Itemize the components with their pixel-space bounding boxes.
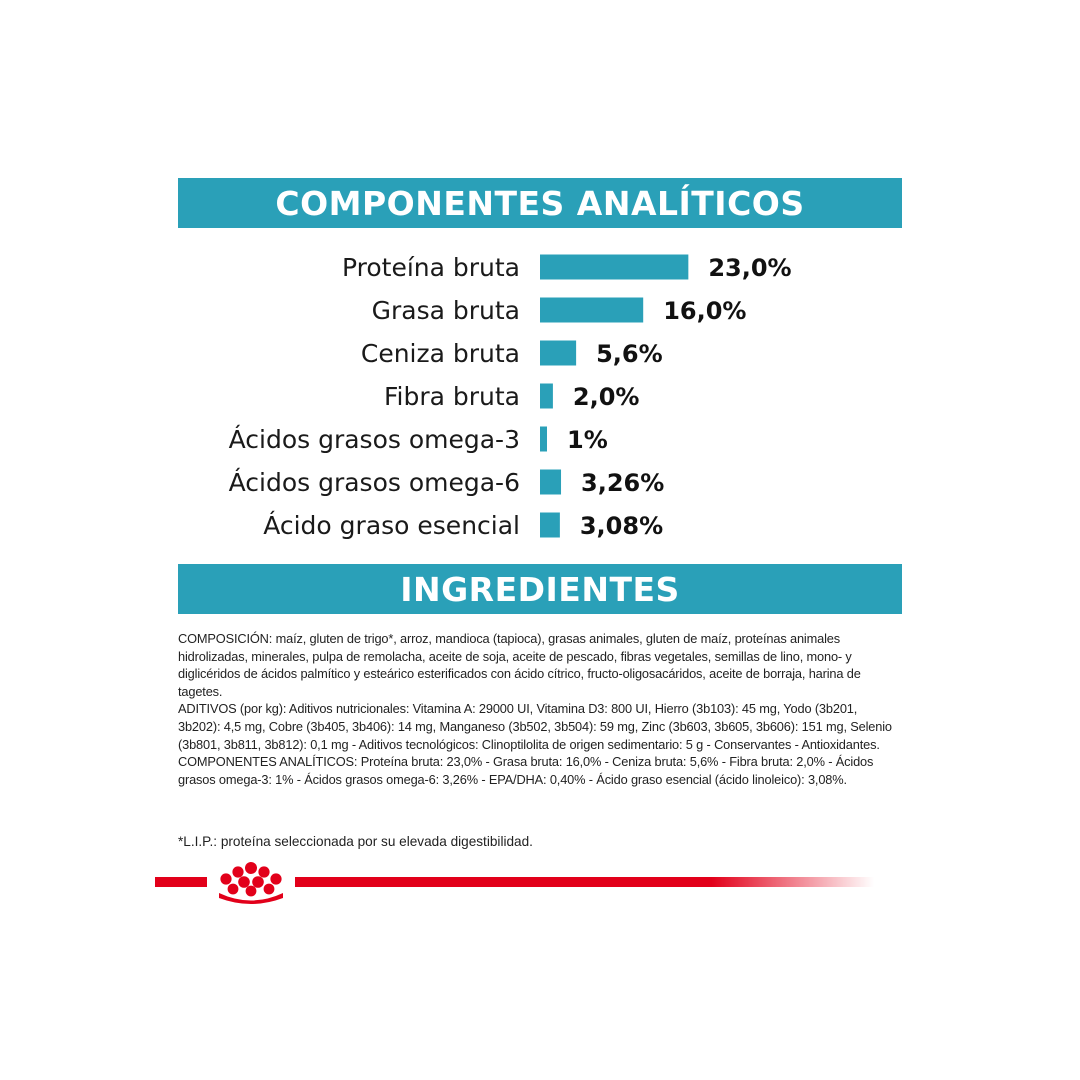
category-label-ceniza-bruta: Ceniza bruta [360, 339, 520, 368]
category-label-acidos-grasos-omega-6: Ácidos grasos omega-6 [228, 468, 520, 497]
value-label-fibra-bruta: 2,0% [572, 383, 640, 411]
analytic-bar-chart [0, 240, 1080, 550]
bar-ceniza-bruta [540, 341, 576, 366]
bar-proteina-bruta [540, 255, 688, 280]
value-label-acido-graso-esencial: 3,08% [579, 512, 664, 540]
brand-line-left [155, 877, 211, 887]
ingredients-banner: INGREDIENTES [178, 564, 902, 614]
category-label-fibra-bruta: Fibra bruta [383, 382, 520, 411]
bar-grasa-bruta [540, 298, 643, 323]
bar-fibra-bruta [540, 384, 553, 409]
ingredients-text [178, 630, 902, 788]
analytic-components-paragraph: COMPONENTES ANALÍTICOS: Proteína bruta: 23,0% - Grasa bruta: 16,0% - Ceniza bruta: 5,6% - Fibra bruta: 2,0% - Ácidos grasos omega-3: 1% - Ácidos grasos omega-6: 3,26% - EPA/DHA: 0,40% - Ácido graso esencial (ácido linoleico): 3,08%. [178, 754, 874, 787]
royal-canin-crown-icon [207, 860, 295, 904]
value-label-ceniza-bruta: 5,6% [596, 340, 663, 368]
value-label-proteina-bruta: 23,0% [708, 254, 792, 282]
bar-acido-graso-esencial [540, 513, 560, 538]
analytic-components-banner: COMPONENTES ANALÍTICOS [178, 178, 902, 228]
composition-paragraph: COMPOSICIÓN: maíz, gluten de trigo*, arroz, mandioca (tapioca), grasas animales, gluten de maíz, proteínas animales hidrolizadas, minerales, pulpa de remolacha, aceite de soja, aceite de pescado, fibras vegetales, semillas de lino, mono- y diglicéridos de ácidos palmítico y esteárico esterificados con ácido cítrico, fructo-oligosacáridos, aceite de borraja, harina de tagetes. [178, 631, 861, 699]
category-label-grasa-bruta: Grasa bruta [371, 296, 520, 325]
value-label-acidos-grasos-omega-6: 3,26% [581, 469, 665, 497]
value-label-acidos-grasos-omega-3: 1% [567, 426, 608, 454]
additives-paragraph: ADITIVOS (por kg): Aditivos nutricionales: Vitamina A: 29000 UI, Vitamina D3: 800 UI, Hierro (3b103): 45 mg, Yodo (3b201, 3b202): 4,5 mg, Cobre (3b405, 3b406): 14 mg, Manganeso (3b502, 3b504): 59 mg, Zinc (3b603, 3b605, 3b606): 151 mg, Selenio (3b801, 3b811, 3b812): 0,1 mg - Aditivos tecnológicos: Clinoptilolita de origen sedimentario: 5 g - Conservantes - Antioxidantes. [178, 701, 892, 752]
bar-acidos-grasos-omega-6 [540, 470, 561, 495]
category-label-acido-graso-esencial: Ácido graso esencial [263, 511, 520, 540]
category-label-acidos-grasos-omega-3: Ácidos grasos omega-3 [228, 425, 520, 454]
value-label-grasa-bruta: 16,0% [663, 297, 747, 325]
bar-acidos-grasos-omega-3 [540, 427, 547, 452]
lip-footnote: *L.I.P.: proteína seleccionada por su elevada digestibilidad. [178, 834, 533, 849]
category-label-proteina-bruta: Proteína bruta [341, 253, 520, 282]
brand-line-right [294, 877, 874, 887]
